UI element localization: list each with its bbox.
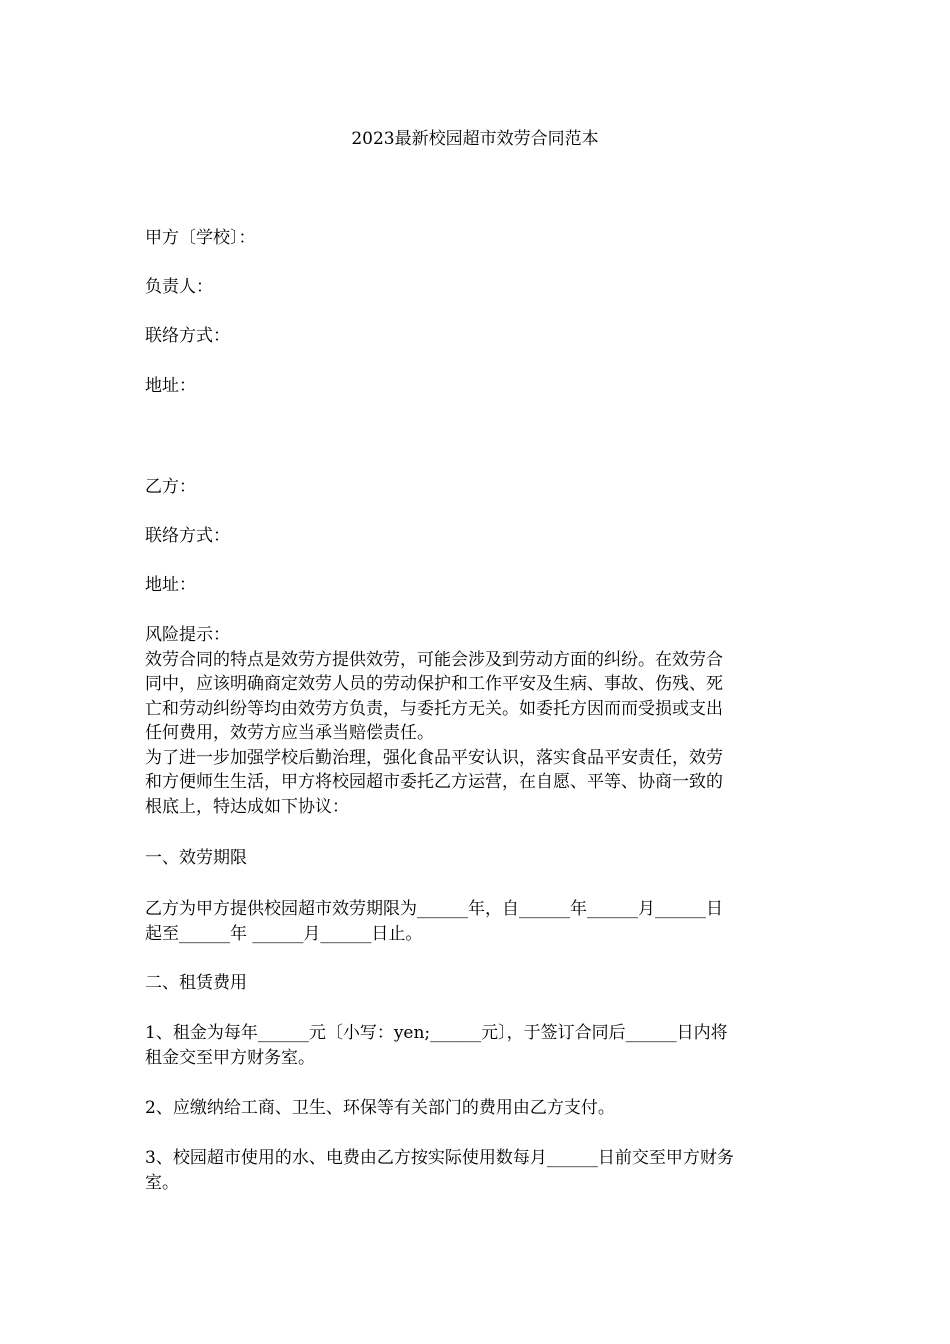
- intro-line: 和方便师生生活，甲方将校园超市委托乙方运营，在自愿、平等、协商一致的: [145, 772, 723, 792]
- risk-title: 风险提示：: [145, 625, 230, 645]
- item-3-line: 室。: [145, 1172, 179, 1193]
- party-b-address: 地址：: [145, 575, 196, 595]
- party-a-label: 甲方〔学校〕：: [145, 228, 256, 248]
- risk-line: 亡和劳动纠纷等均由效劳方负责，与委托方无关。如委托方因而而受损或支出: [145, 698, 723, 719]
- document-title: 2023最新校园超市效劳合同范本: [351, 129, 599, 149]
- risk-notice: [145, 623, 810, 819]
- section-1-body: [145, 897, 810, 946]
- intro-line: 根底上，特达成如下协议：: [145, 796, 349, 817]
- risk-line: 任何费用，效劳方应当承当赔偿责任。: [145, 723, 434, 743]
- section-2-item-1: [145, 1021, 810, 1070]
- party-a-contact: 联络方式：: [145, 326, 230, 346]
- party-b-label: 乙方：: [145, 477, 196, 497]
- party-a-responsible: 负责人：: [145, 277, 213, 297]
- party-b-contact: 联络方式：: [145, 526, 230, 546]
- section-1-line: 起至______年 ______月______日止。: [145, 923, 423, 944]
- item-1-line: 1、租金为每年______元〔小写：yen;______元〕，于签订合同后______日内将: [145, 1023, 728, 1043]
- section-2-item-2: [145, 1096, 810, 1121]
- party-a-address: 地址：: [145, 376, 196, 396]
- item-1-line: 租金交至甲方财务室。: [145, 1047, 315, 1068]
- item-2-line: 2、应缴纳给工商、卫生、环保等有关部门的费用由乙方支付。: [145, 1098, 615, 1118]
- risk-line: 同中，应该明确商定效劳人员的劳动保护和工作平安及生病、事故、伤残、死: [145, 674, 723, 694]
- risk-line: 效劳合同的特点是效劳方提供效劳，可能会涉及到劳动方面的纠纷。在效劳合: [145, 649, 723, 670]
- item-3-line: 3、校园超市使用的水、电费由乙方按实际使用数每月______日前交至甲方财务: [145, 1148, 734, 1168]
- section-2-title: 二、租赁费用: [145, 973, 247, 993]
- section-1-title: 一、效劳期限: [145, 848, 247, 868]
- section-2-item-3: [145, 1146, 810, 1195]
- section-1-line: 乙方为甲方提供校园超市效劳期限为______年，自______年______月______日: [145, 899, 723, 919]
- intro-line: 为了进一步加强学校后勤治理，强化食品平安认识，落实食品平安责任，效劳: [145, 747, 723, 768]
